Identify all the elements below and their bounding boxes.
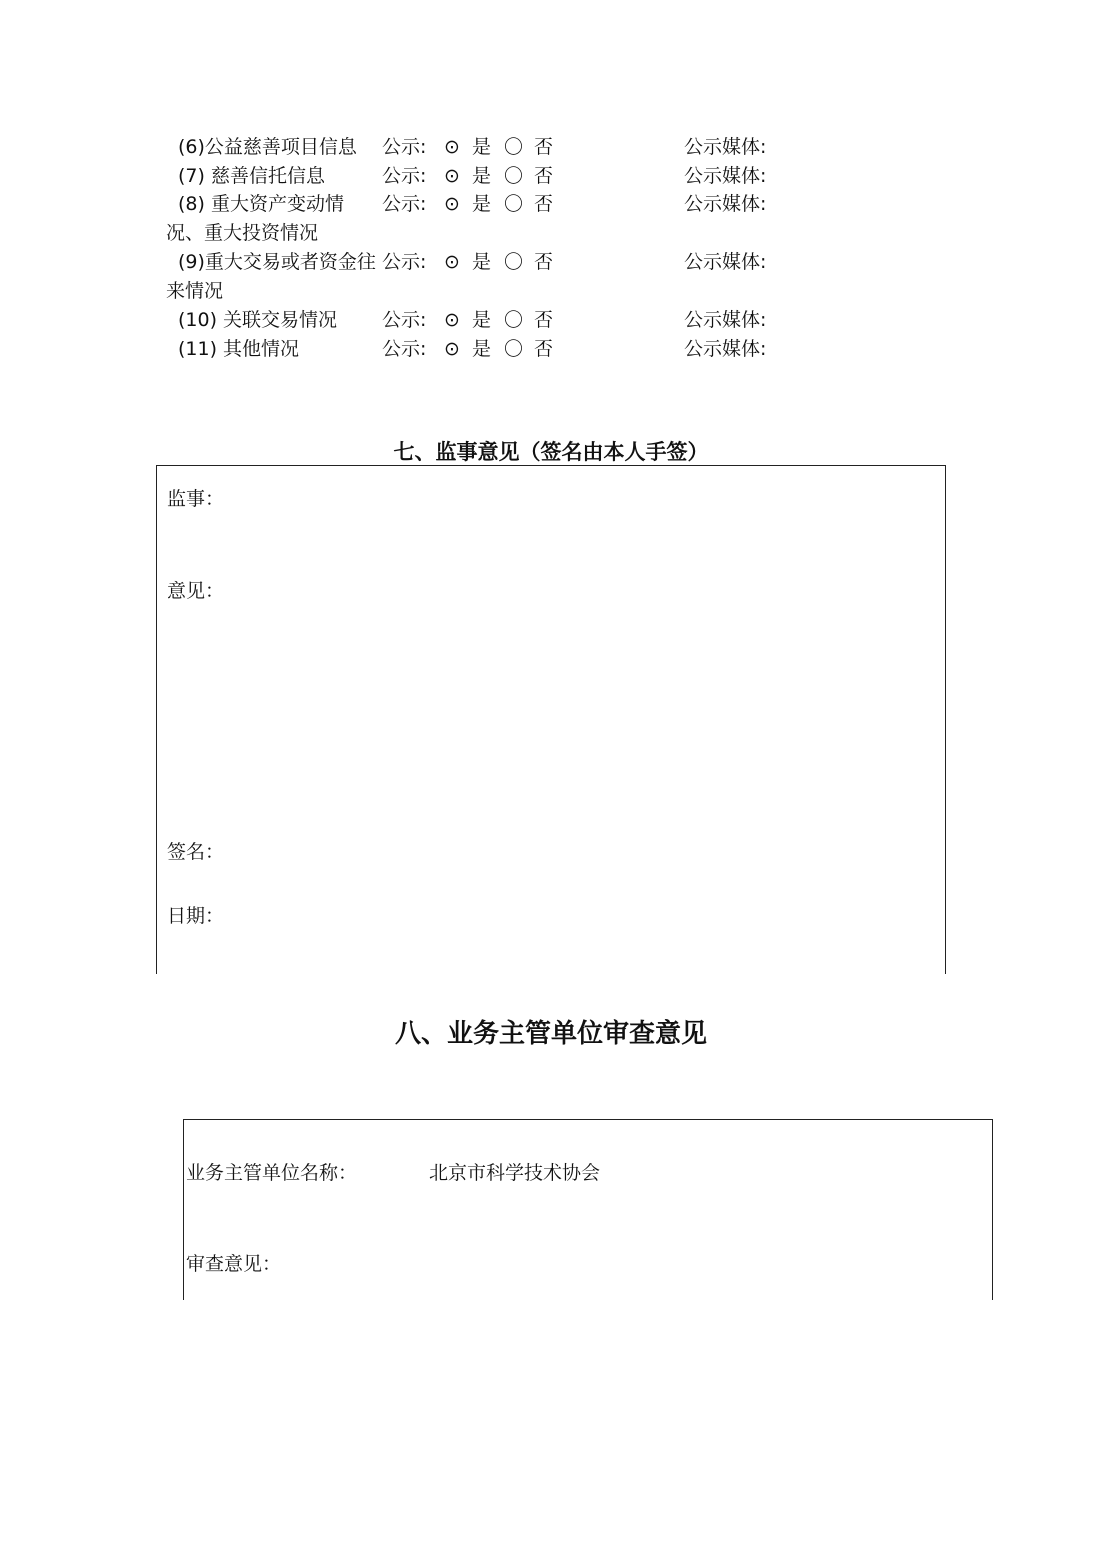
option-yes-label: 是 (472, 165, 492, 187)
option-yes-label: 是 (472, 251, 492, 273)
signature-label: 签名： (167, 841, 225, 863)
radio-yes-selected[interactable]: ⊙ (444, 165, 460, 187)
option-no-label: 否 (534, 165, 554, 187)
authority-name-label: 业务主管单位名称： (186, 1162, 358, 1184)
disclosure-media-label: 公示媒体: (684, 136, 767, 158)
authority-review-box (183, 1119, 993, 1300)
disclosure-media-label: 公示媒体: (684, 309, 767, 331)
disclosure-item: (8) 重大资产变动情况、重大投资情况 (166, 193, 344, 244)
option-yes-label: 是 (472, 309, 492, 331)
disclosure-item: (9)重大交易或者资金往来情况 (166, 251, 376, 302)
radio-yes-selected[interactable]: ⊙ (444, 338, 460, 360)
disclosure-label: 公示: (382, 193, 427, 215)
option-no-label: 否 (534, 193, 554, 215)
radio-no-empty[interactable]: 〇 (504, 165, 524, 187)
option-yes-label: 是 (472, 193, 492, 215)
date-label: 日期： (167, 905, 225, 927)
disclosure-label: 公示: (382, 309, 427, 331)
disclosure-item: (7) 慈善信托信息 (178, 165, 325, 187)
radio-no-empty[interactable]: 〇 (504, 338, 524, 360)
disclosure-label: 公示: (382, 165, 427, 187)
disclosure-item: (10) 关联交易情况 (178, 309, 338, 331)
radio-yes-selected[interactable]: ⊙ (444, 193, 460, 215)
radio-no-empty[interactable]: 〇 (504, 136, 524, 158)
option-no-label: 否 (534, 251, 554, 273)
supervisor-label: 监事： (167, 488, 225, 510)
disclosure-media-label: 公示媒体: (684, 165, 767, 187)
radio-yes-selected[interactable]: ⊙ (444, 136, 460, 158)
option-no-label: 否 (534, 338, 554, 360)
disclosure-media-label: 公示媒体: (684, 193, 767, 215)
disclosure-item: (11) 其他情况 (178, 338, 300, 360)
radio-no-empty[interactable]: 〇 (504, 251, 524, 273)
disclosure-media-label: 公示媒体: (684, 251, 767, 273)
opinion-label: 意见： (167, 580, 225, 602)
radio-yes-selected[interactable]: ⊙ (444, 309, 460, 331)
radio-no-empty[interactable]: 〇 (504, 193, 524, 215)
option-yes-label: 是 (472, 338, 492, 360)
option-yes-label: 是 (472, 136, 492, 158)
authority-section-title: 八、业务主管单位审查意见 (394, 1019, 707, 1049)
disclosure-label: 公示: (382, 338, 427, 360)
disclosure-item: (6)公益慈善项目信息 (178, 136, 357, 158)
supervisor-opinion-box (156, 465, 946, 974)
review-opinion-label: 审查意见： (186, 1253, 282, 1275)
radio-yes-selected[interactable]: ⊙ (444, 251, 460, 273)
radio-no-empty[interactable]: 〇 (504, 309, 524, 331)
disclosure-label: 公示: (382, 251, 427, 273)
supervisor-section-title: 七、监事意见（签名由本人手签） (393, 440, 709, 464)
option-no-label: 否 (534, 136, 554, 158)
disclosure-label: 公示: (382, 136, 427, 158)
option-no-label: 否 (534, 309, 554, 331)
authority-name-value: 北京市科学技术协会 (429, 1162, 601, 1184)
disclosure-media-label: 公示媒体: (684, 338, 767, 360)
